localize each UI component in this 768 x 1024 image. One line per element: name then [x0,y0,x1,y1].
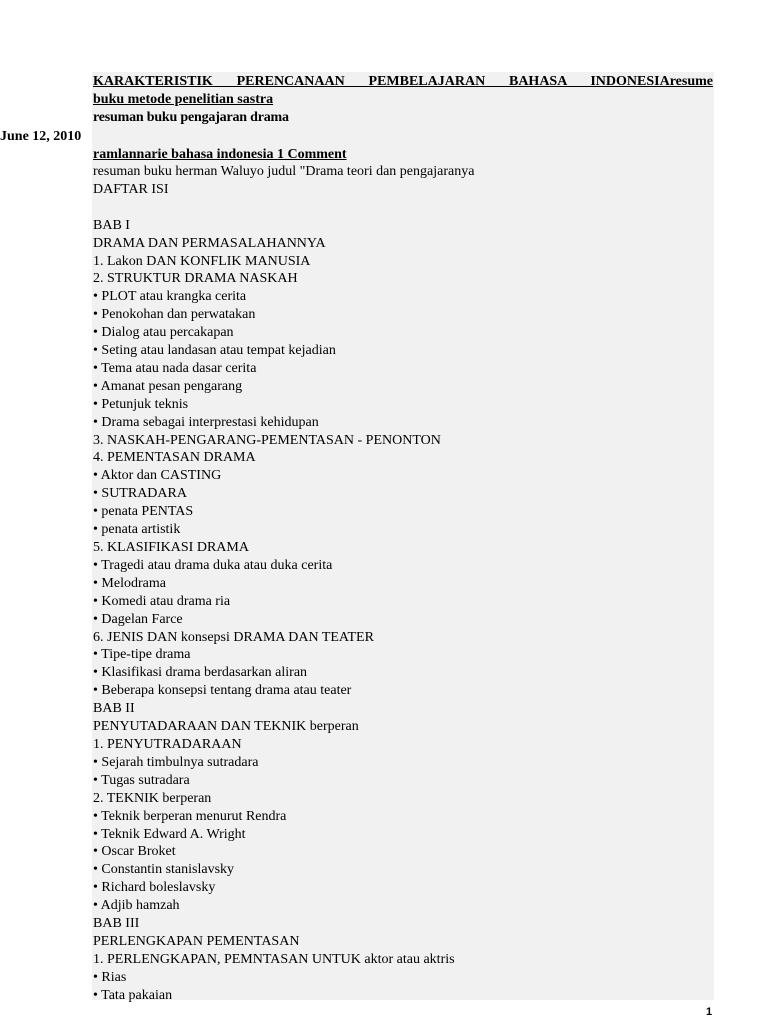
article-header [93,73,713,127]
bullet-item: • Beberapa konsepsi tentang drama atau teater [93,683,352,699]
text-line: 1. Lakon DAN KONFLIK MANUSIA [93,253,311,269]
text-line: DRAMA DAN PERMASALAHANNYA [93,235,326,251]
bullet-item: • Teknik berperan menurut Rendra [93,808,287,824]
bullet-item: • PLOT atau krangka cerita [93,289,247,305]
bullet-item: • Amanat pesan pengarang [93,378,243,394]
bullet-item: • Dagelan Farce [93,611,183,627]
bullet-item: • Teknik Edward A. Wright [93,826,246,842]
bullet-item: • Klasifikasi drama berdasarkan aliran [93,665,308,681]
article-title-continued[interactable]: buku metode penelitian sastra [93,92,274,107]
bullet-item: • Adjib hamzah [93,898,180,914]
bullet-item: • Tipe-tipe drama [93,647,191,663]
bullet-item: • Constantin stanislavsky [93,862,235,878]
bullet-item: • Melodrama [93,575,166,591]
page-number: 1 [706,1006,713,1018]
bullet-item: • penata artistik [93,522,181,538]
bullet-item: • SUTRADARA [93,486,187,502]
bullet-item: • Rias [93,969,127,985]
post-date: June 12, 2010 [0,129,82,144]
bullet-item: • Tema atau nada dasar cerita [93,360,257,376]
bullet-item: • penata PENTAS [93,504,194,520]
text-line: 2. STRUKTUR DRAMA NASKAH [93,271,298,287]
text-line: 1. PERLENGKAPAN, PEMNTASAN UNTUK aktor atau aktris [93,951,455,967]
bullet-item: • Tata pakaian [93,987,173,1003]
bullet-item: • Sejarah timbulnya sutradara [93,754,259,770]
bullet-item: • Seting atau landasan atau tempat kejadian [93,343,336,359]
article-body [93,163,713,1005]
article-title[interactable]: KARAKTERISTIK PERENCANAAN PEMBELAJARAN BAHASA INDONESIAresume [93,74,713,89]
author-byline-link[interactable]: ramlannarie bahasa indonesia 1 Comment [93,147,347,162]
text-line: 1. PENYUTRADARAAN [93,736,242,752]
bullet-item: • Oscar Broket [93,844,176,860]
bullet-item: • Aktor dan CASTING [93,468,222,484]
text-line: BAB III [93,916,140,932]
bullet-item: • Penokohan dan perwatakan [93,307,256,323]
text-line: resuman buku herman Waluyo judul "Drama teori dan pengajaranya [93,164,475,179]
text-line: 4. PEMENTASAN DRAMA [93,450,256,466]
blank-line [93,199,713,217]
bullet-item: • Tugas sutradara [93,772,190,788]
text-line: 2. TEKNIK berperan [93,790,212,806]
text-line: DAFTAR ISI [93,181,169,197]
bullet-item: • Tragedi atau drama duka atau duka cerita [93,557,333,573]
text-line: PERLENGKAPAN PEMENTASAN [93,933,300,949]
text-line: 5. KLASIFIKASI DRAMA [93,540,249,556]
text-line: BAB II [93,701,135,717]
text-line: BAB I [93,217,130,233]
bullet-item: • Dialog atau percakapan [93,325,234,341]
text-line: 6. JENIS DAN konsepsi DRAMA DAN TEATER [93,629,374,645]
article-subtitle: resuman buku pengajaran drama [93,110,289,125]
text-line: 3. NASKAH-PENGARANG-PEMENTASAN - PENONTON [93,432,441,448]
bullet-item: • Drama sebagai interprestasi kehidupan [93,414,319,430]
bullet-item: • Komedi atau drama ria [93,593,231,609]
text-line: PENYUTADARAAN DAN TEKNIK berperan [93,719,359,735]
bullet-item: • Petunjuk teknis [93,396,189,412]
bullet-item: • Richard boleslavsky [93,880,216,896]
